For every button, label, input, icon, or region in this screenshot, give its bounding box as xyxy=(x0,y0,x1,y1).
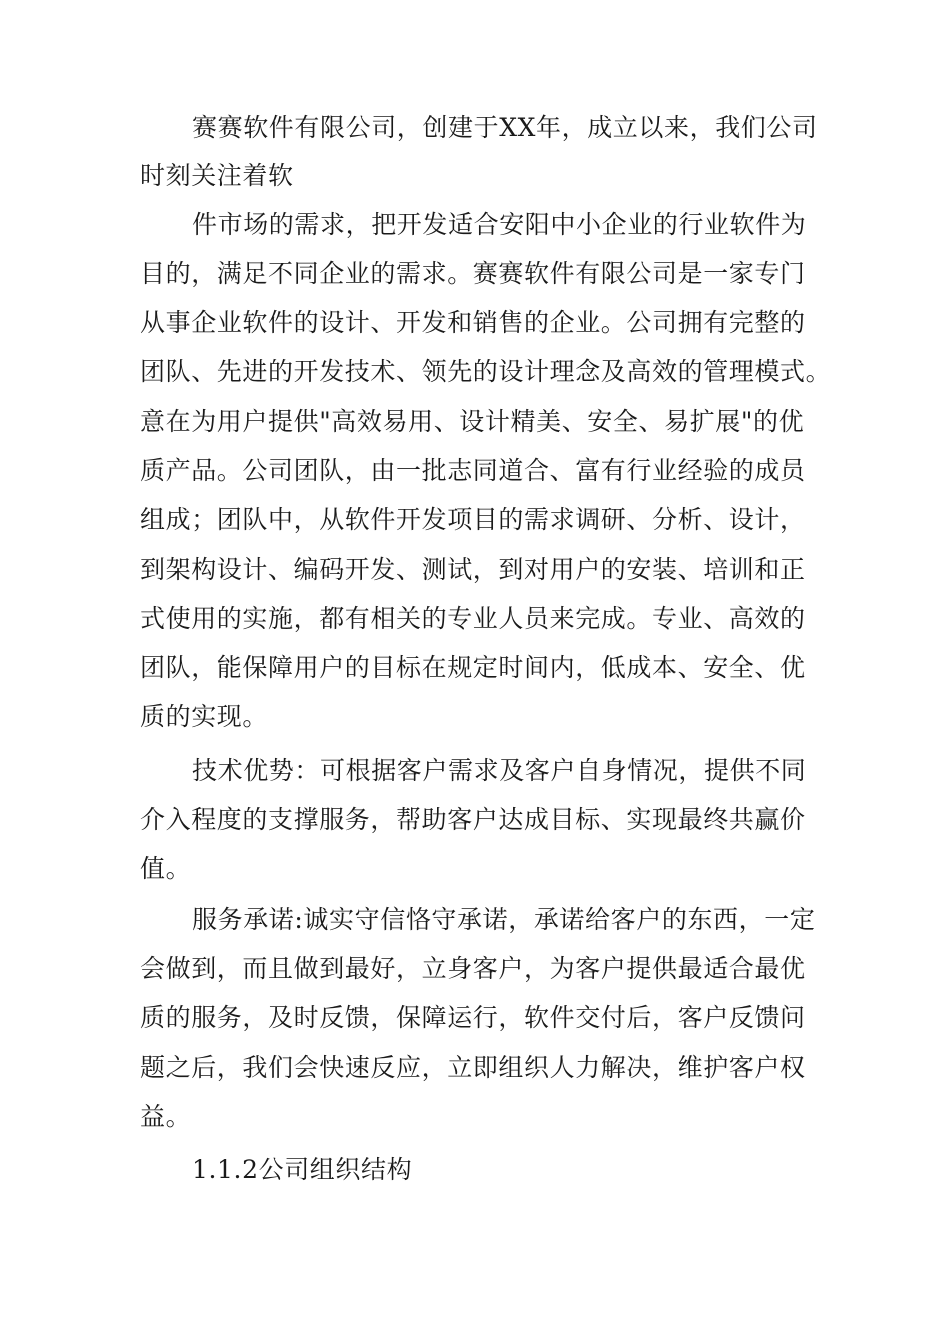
paragraph-2-line-9: 式使用的实施，都有相关的专业人员来完成。专业、高效的 xyxy=(140,604,806,633)
paragraph-3-line-2: 介入程度的支撑服务，帮助客户达成目标、实现最终共赢价 xyxy=(140,805,806,834)
paragraph-4-line-2: 会做到，而且做到最好，立身客户，为客户提供最适合最优 xyxy=(140,954,806,983)
paragraph-4-line-5: 益。 xyxy=(140,1102,192,1131)
paragraph-2-line-4: 团队、先进的开发技术、领先的设计理念及高效的管理模式。 xyxy=(140,357,832,386)
paragraph-1-line-1: 赛赛软件有限公司，创建于XX年，成立以来，我们公司 xyxy=(192,113,818,142)
paragraph-3-line-1: 技术优势：可根据客户需求及客户自身情况，提供不同 xyxy=(192,756,807,785)
paragraph-2-line-7: 组成；团队中，从软件开发项目的需求调研、分析、设计， xyxy=(140,505,806,534)
paragraph-1-line-2: 时刻关注着软 xyxy=(140,161,294,190)
paragraph-2-line-8: 到架构设计、编码开发、测试，到对用户的安装、培训和正 xyxy=(140,555,806,584)
paragraph-2-line-1: 件市场的需求，把开发适合安阳中小企业的行业软件为 xyxy=(192,210,807,239)
paragraph-4-line-3: 质的服务，及时反馈，保障运行，软件交付后，客户反馈问 xyxy=(140,1003,806,1032)
paragraph-2-line-5: 意在为用户提供"高效易用、设计精美、安全、易扩展"的优 xyxy=(140,407,805,436)
paragraph-2-line-6: 质产品。公司团队，由一批志同道合、富有行业经验的成员 xyxy=(140,456,806,485)
paragraph-4-line-1: 服务承诺:诚实守信恪守承诺，承诺给客户的东西，一定 xyxy=(192,905,816,934)
paragraph-4-line-4: 题之后，我们会快速反应，立即组织人力解决，维护客户权 xyxy=(140,1053,806,1082)
paragraph-2-line-11: 质的实现。 xyxy=(140,702,269,731)
paragraph-3-line-3: 值。 xyxy=(140,854,192,883)
paragraph-2-line-10: 团队，能保障用户的目标在规定时间内，低成本、安全、优 xyxy=(140,653,806,682)
paragraph-2-line-3: 从事企业软件的设计、开发和销售的企业。公司拥有完整的 xyxy=(140,308,806,337)
section-heading: 1.1.2公司组织结构 xyxy=(192,1155,413,1184)
paragraph-2-line-2: 目的，满足不同企业的需求。赛赛软件有限公司是一家专门 xyxy=(140,259,806,288)
